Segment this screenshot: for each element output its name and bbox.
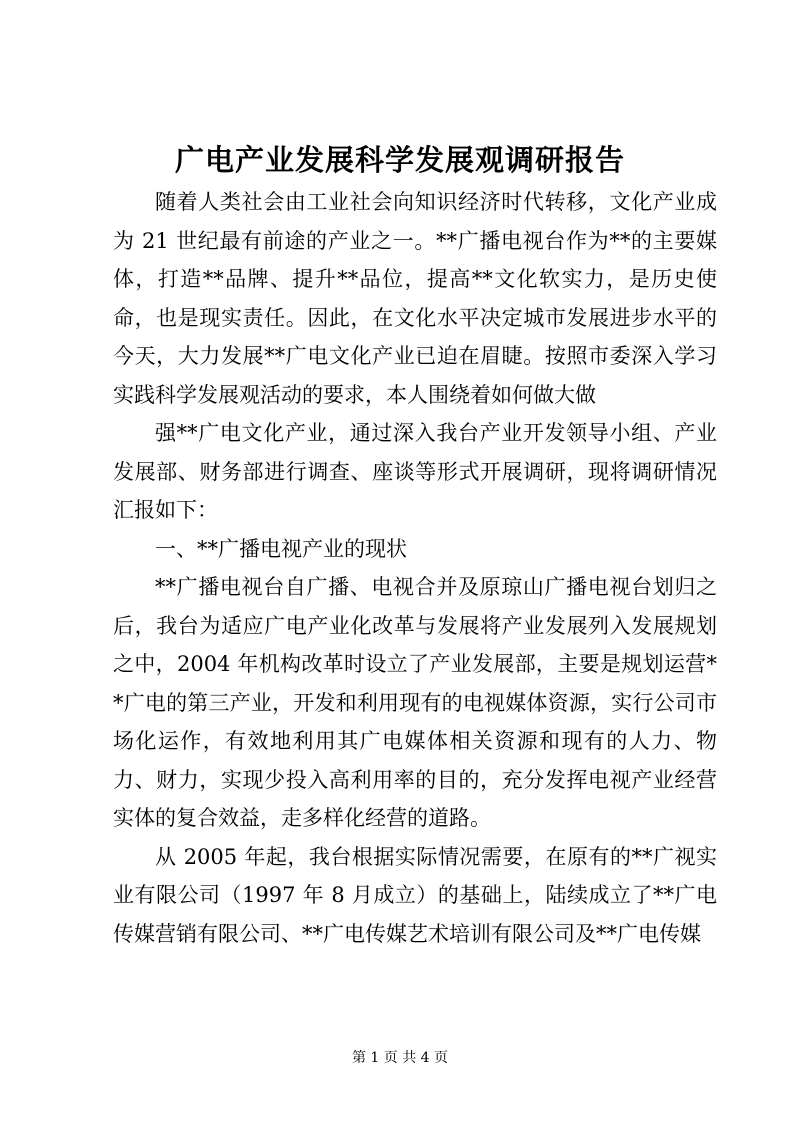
page-footer: 第 1 页 共 4 页 <box>351 1050 449 1066</box>
document-body <box>113 183 717 953</box>
section-heading-status: 一、**广播电视产业的现状 <box>155 536 407 561</box>
document-title: 广电产业发展科学发展观调研报告 <box>174 143 625 177</box>
paragraph-status: **广播电视台自广播、电视合并及原琼山广播电视台划归之后，我台为适应广电产业化改革与发展将产业发展列入发展规划之中，2004 年机构改革时设立了产业发展部，主要是规划运营**广电的第三产业，开发和利用现有的电视媒体资源，实行公司市场化运作，有效地利用其广电媒体相关资源和现有的人力、物力、财力，实现少投入高利用率的目的，充分发挥电视产业经营实体的复合效益，走多样化经营的道路。 <box>113 575 717 830</box>
paragraph-companies: 从 2005 年起，我台根据实际情况需要，在原有的**广视实业有限公司（1997 年 8 月成立）的基础上，陆续成立了**广电传媒营销有限公司、**广电传媒艺术培训有限公司及**广电传媒 <box>113 844 717 946</box>
paragraph-intro: 随着人类社会由工业社会向知识经济时代转移，文化产业成为 21 世纪最有前途的产业之一。**广播电视台作为**的主要媒体，打造**品牌、提升**品位，提高**文化软实力，是历史使命，也是现实责任。因此，在文化水平决定城市发展进步水平的今天，大力发展**广电文化产业已迫在眉睫。按照市委深入学习实践科学发展观活动的要求，本人围绕着如何做大做 <box>113 190 717 407</box>
paragraph-method: 强**广电文化产业，通过深入我台产业开发领导小组、产业发展部、财务部进行调查、座谈等形式开展调研，现将调研情况汇报如下： <box>113 421 717 522</box>
